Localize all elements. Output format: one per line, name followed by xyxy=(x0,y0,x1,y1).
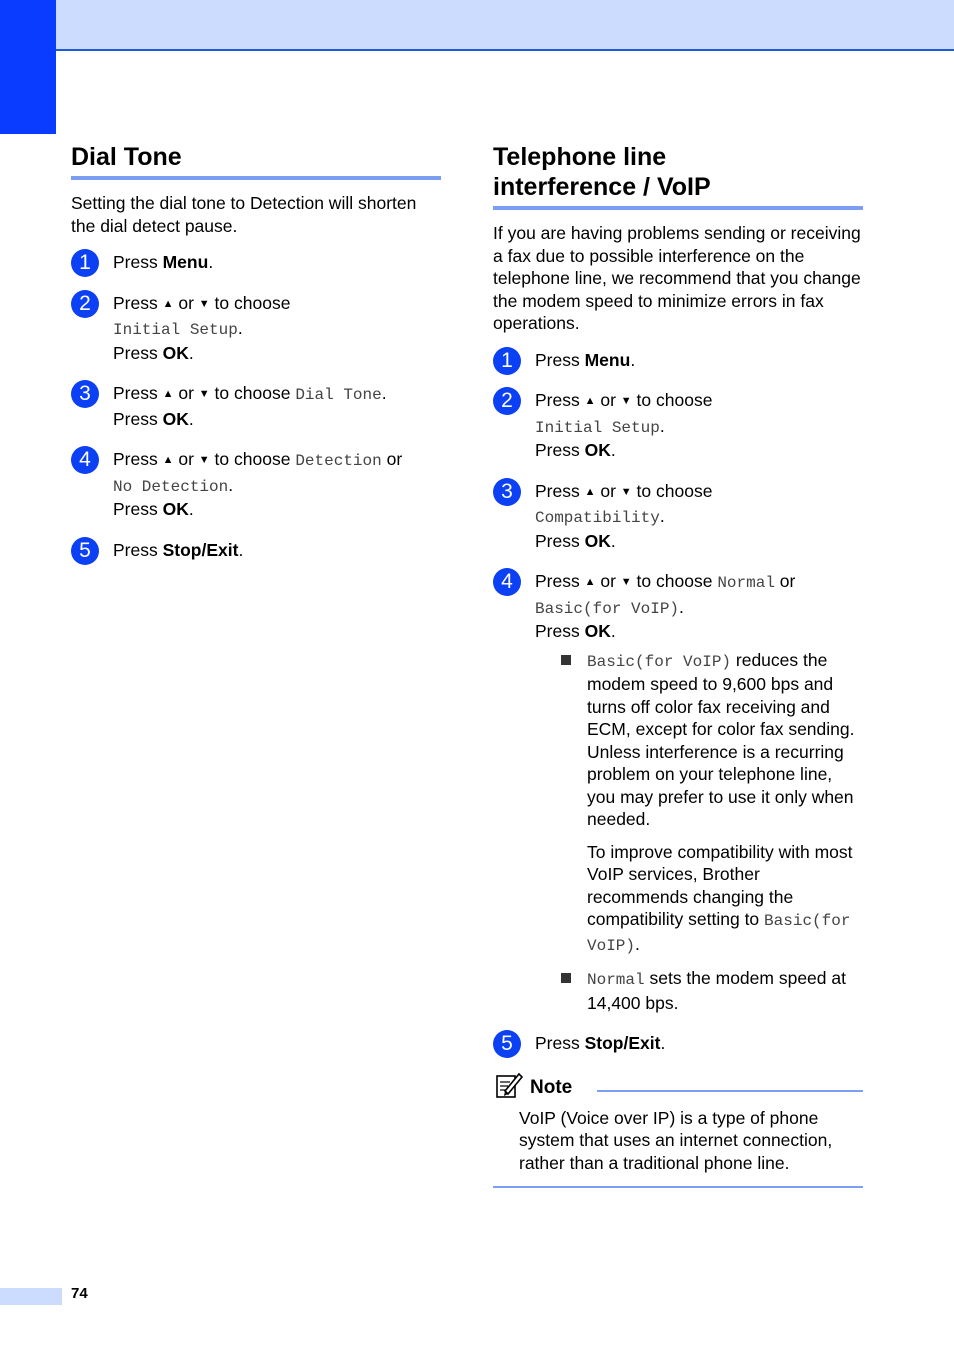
step-number-badge: 4 xyxy=(493,568,521,596)
menu-setting: Initial Setup xyxy=(113,321,238,339)
section-intro: If you are having problems sending or receiving a fax due to possible interference on the telephone line, we recommend that you change the modem speed to minimize errors in fax operations. xyxy=(493,223,861,333)
menu-setting: No Detection xyxy=(113,477,229,496)
bullet-list xyxy=(535,649,863,1015)
step-2: 2 Press ▲ or ▼ to choose Initial Setup. Press OK. xyxy=(71,292,441,365)
menu-setting: Normal xyxy=(717,574,775,592)
down-arrow-icon: ▼ xyxy=(198,454,210,466)
voip-section xyxy=(493,142,863,1188)
chapter-tab xyxy=(0,0,56,134)
step-number-badge: 3 xyxy=(493,478,521,506)
section-title: Dial Tone xyxy=(71,142,441,180)
step-number-badge: 4 xyxy=(71,446,99,474)
step-number-badge: 5 xyxy=(493,1030,521,1058)
up-arrow-icon: ▲ xyxy=(584,485,596,498)
step-number-badge: 2 xyxy=(71,290,99,318)
bullet-item: Basic(for VoIP) reduces the modem speed to 9,600 bps and turns off color fax receiving and ECM, except for color fax sending. Unless interference is a recurring problem on your telephone line, you may prefer to use it only when needed. To improve compatibility with most VoIP services, Brother recommends changing the compatibility setting to Basic(for VoIP). xyxy=(561,649,863,958)
down-arrow-icon: ▼ xyxy=(620,485,632,498)
step-list xyxy=(71,251,441,561)
note-pencil-icon xyxy=(495,1071,523,1099)
dial-tone-section xyxy=(71,142,441,579)
up-arrow-icon: ▲ xyxy=(162,388,174,400)
step-4: 4 Press ▲ or ▼ to choose Normal or Basic(for VoIP). Press OK. Basic(for VoIP) reduces the modem speed to 9,600 bps and turns off color fax receiving and ECM, except for color fax sending. Unless interference is a recurring problem on your telephone line, you may prefer to use it only when needed. To improve compatibility with most VoIP services, Brother recommends changing the compatibility setting to Basic(for VoIP). Normal sets the modem speed at 14,400 bps. xyxy=(493,570,863,1014)
section-title: Telephone line interference / VoIP xyxy=(493,142,863,210)
up-arrow-icon: ▲ xyxy=(162,297,174,310)
step-number-badge: 3 xyxy=(71,380,99,408)
header-band xyxy=(0,0,954,51)
note-box xyxy=(493,1073,863,1189)
up-arrow-icon: ▲ xyxy=(162,454,174,466)
step-5: 5 Press Stop/Exit. xyxy=(71,539,441,562)
note-title: Note xyxy=(530,1076,573,1098)
step-number-badge: 1 xyxy=(493,347,521,375)
step-number-badge: 5 xyxy=(71,537,99,565)
step-4: 4 Press ▲ or ▼ to choose Detection or No Detection. Press OK. xyxy=(71,448,441,521)
step-3: 3 Press ▲ or ▼ to choose Dial Tone. Press OK. xyxy=(71,382,441,430)
menu-setting: Detection xyxy=(295,452,382,470)
down-arrow-icon: ▼ xyxy=(198,388,210,400)
step-1: 1 Press Menu. xyxy=(71,251,441,274)
menu-setting: Initial Setup xyxy=(535,418,660,437)
up-arrow-icon: ▲ xyxy=(584,395,596,407)
square-bullet-icon xyxy=(561,973,571,983)
bullet-item: Normal sets the modem speed at 14,400 bps. xyxy=(561,967,863,1014)
step-5: 5 Press Stop/Exit. xyxy=(493,1032,863,1055)
step-number-badge: 2 xyxy=(493,387,521,415)
down-arrow-icon: ▼ xyxy=(620,576,632,588)
menu-setting: Compatibility xyxy=(535,509,660,527)
page-number: 74 xyxy=(71,1285,88,1302)
step-1: 1 Press Menu. xyxy=(493,349,863,372)
menu-setting: Dial Tone xyxy=(295,386,382,404)
note-rule xyxy=(597,1090,863,1092)
square-bullet-icon xyxy=(561,655,571,665)
down-arrow-icon: ▼ xyxy=(620,395,632,407)
down-arrow-icon: ▼ xyxy=(198,297,210,310)
step-3: 3 Press ▲ or ▼ to choose Compatibility. Press OK. xyxy=(493,480,863,553)
note-text: VoIP (Voice over IP) is a type of phone system that uses an internet connection, rather than a traditional phone line. xyxy=(519,1107,833,1173)
up-arrow-icon: ▲ xyxy=(584,576,596,588)
section-intro: Setting the dial tone to Detection will shorten the dial detect pause. xyxy=(71,193,417,236)
page-number-tab xyxy=(0,1288,62,1305)
step-number-badge: 1 xyxy=(71,249,99,277)
menu-setting: Basic(for VoIP) xyxy=(535,599,680,618)
step-2: 2 Press ▲ or ▼ to choose Initial Setup. Press OK. xyxy=(493,389,863,462)
step-list xyxy=(493,349,863,1055)
